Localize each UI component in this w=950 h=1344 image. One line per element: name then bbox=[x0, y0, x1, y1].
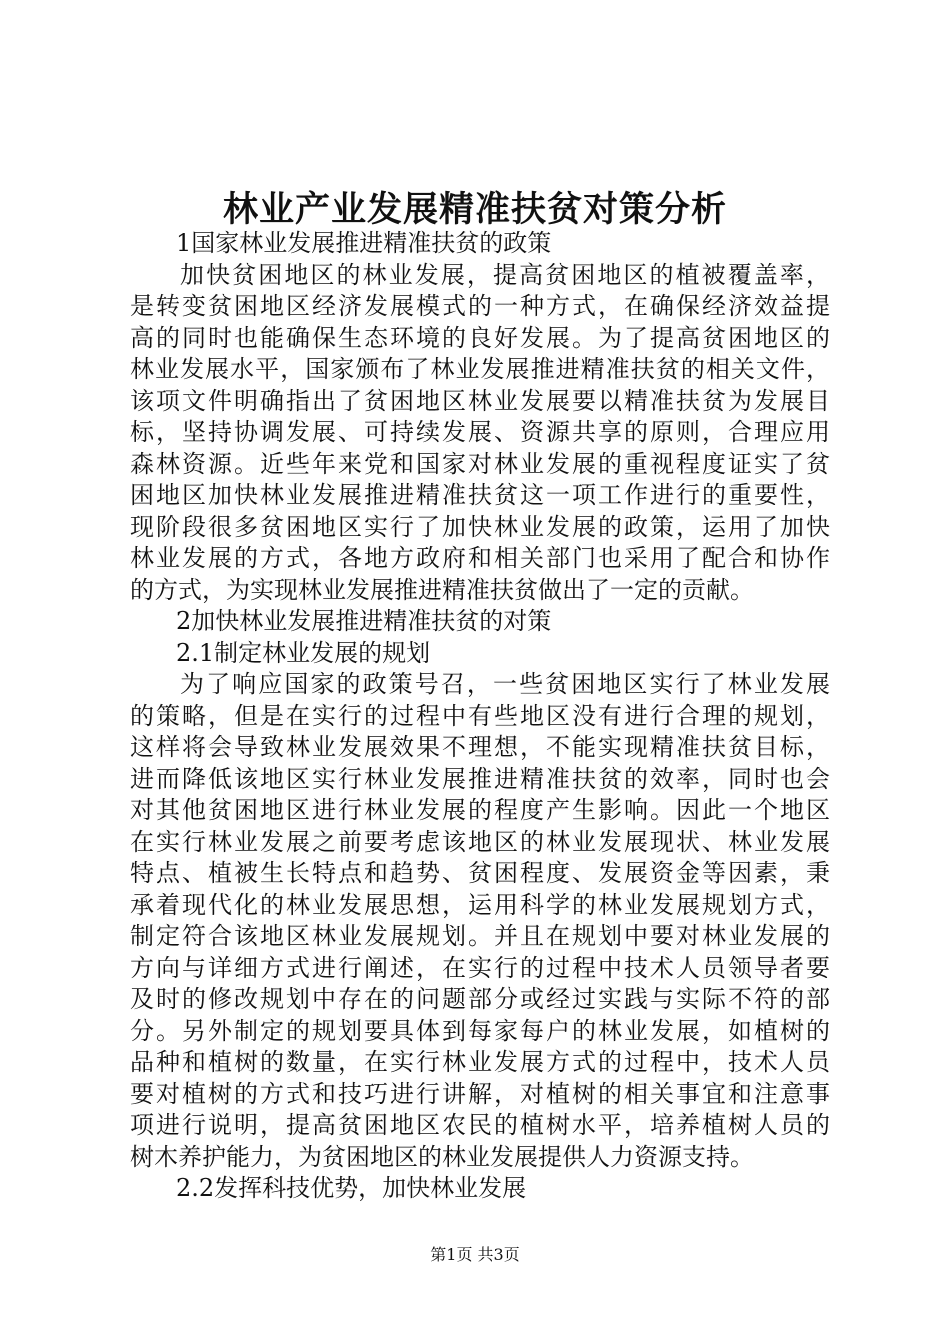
paragraph-line: 困地区加快林业发展推进精准扶贫这一项工作进行的重要性， bbox=[130, 481, 830, 509]
paragraph-line: 加快贫困地区的林业发展，提高贫困地区的植被覆盖率， bbox=[180, 260, 830, 289]
section-heading: 2.2发挥科技优势，加快林业发展 bbox=[176, 1174, 527, 1202]
paragraph-line: 树木养护能力，为贫困地区的林业发展提供人力资源支持。 bbox=[130, 1142, 754, 1171]
paragraph-line: 的策略，但是在实行的过程中有些地区没有进行合理的规划， bbox=[130, 701, 830, 730]
paragraph-line: 品种和植树的数量，在实行林业发展方式的过程中，技术人员 bbox=[130, 1048, 830, 1076]
paragraph-line: 进而降低该地区实行林业发展推进精准扶贫的效率，同时也会 bbox=[130, 764, 830, 793]
paragraph-line: 林业发展的方式，各地方政府和相关部门也采用了配合和协作 bbox=[130, 544, 830, 572]
document-body bbox=[130, 228, 830, 1205]
paragraph-line: 的方式，为实现林业发展推进精准扶贫做出了一定的贡献。 bbox=[130, 575, 754, 604]
section-heading: 1国家林业发展推进精准扶贫的政策 bbox=[176, 229, 552, 257]
document-title: 林业产业发展精准扶贫对策分析 bbox=[222, 189, 727, 230]
paragraph-line: 该项文件明确指出了贫困地区林业发展要以精准扶贫为发展目 bbox=[130, 386, 830, 415]
paragraph-line: 这样将会导致林业发展效果不理想，不能实现精准扶贫目标， bbox=[130, 733, 830, 761]
section-heading: 2加快林业发展推进精准扶贫的对策 bbox=[176, 607, 552, 635]
paragraph-line: 在实行林业发展之前要考虑该地区的林业发展现状、林业发展 bbox=[130, 827, 830, 856]
paragraph-line: 制定符合该地区林业发展规划。并且在规划中要对林业发展的 bbox=[130, 922, 830, 950]
paragraph-line: 特点、植被生长特点和趋势、贫困程度、发展资金等因素，秉 bbox=[130, 859, 830, 887]
paragraph-line: 方向与详细方式进行阐述，在实行的过程中技术人员领导者要 bbox=[130, 953, 830, 982]
paragraph-line: 高的同时也能确保生态环境的良好发展。为了提高贫困地区的 bbox=[130, 323, 830, 352]
paragraph-line: 要对植树的方式和技巧进行讲解，对植树的相关事宜和注意事 bbox=[130, 1079, 830, 1108]
paragraph-line: 是转变贫困地区经济发展模式的一种方式，在确保经济效益提 bbox=[130, 292, 830, 320]
paragraph-line: 承着现代化的林业发展思想，运用科学的林业发展规划方式， bbox=[130, 890, 830, 919]
paragraph-line: 森林资源。近些年来党和国家对林业发展的重视程度证实了贫 bbox=[130, 449, 830, 478]
paragraph-line: 分。另外制定的规划要具体到每家每户的林业发展，如植树的 bbox=[130, 1016, 830, 1045]
paragraph-line: 对其他贫困地区进行林业发展的程度产生影响。因此一个地区 bbox=[130, 796, 830, 824]
paragraph-line: 项进行说明，提高贫困地区农民的植树水平，培养植树人员的 bbox=[130, 1111, 830, 1139]
page-footer: 第1页 共3页 bbox=[430, 1245, 520, 1264]
section-heading: 2.1制定林业发展的规划 bbox=[176, 638, 431, 667]
paragraph-line: 现阶段很多贫困地区实行了加快林业发展的政策，运用了加快 bbox=[130, 512, 830, 541]
paragraph-line: 标，坚持协调发展、可持续发展、资源共享的原则，合理应用 bbox=[130, 418, 830, 446]
paragraph-line: 及时的修改规划中存在的问题部分或经过实践与实际不符的部 bbox=[130, 985, 830, 1013]
paragraph-line: 林业发展水平，国家颁布了林业发展推进精准扶贫的相关文件， bbox=[130, 355, 830, 383]
paragraph-line: 为了响应国家的政策号召，一些贫困地区实行了林业发展 bbox=[180, 670, 830, 698]
